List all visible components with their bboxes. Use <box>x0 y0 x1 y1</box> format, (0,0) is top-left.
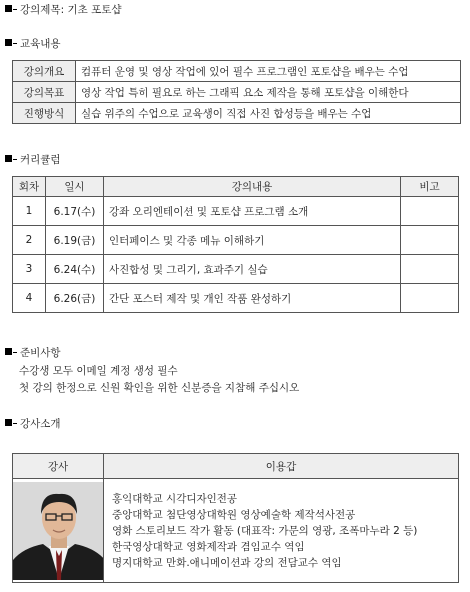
portrait-icon <box>13 482 104 580</box>
overview-heading-text: 교육내용 <box>20 38 61 50</box>
overview-text: 실습 위주의 수업으로 교육생이 직접 사진 합성등을 배우는 수업 <box>76 103 461 124</box>
instructor-table <box>12 453 459 583</box>
course-title <box>5 3 122 17</box>
prep-heading-text: 준비사항 <box>20 347 61 359</box>
table-header-row <box>13 177 459 197</box>
square-bullet-icon <box>5 419 12 426</box>
prep-line: 첫 강의 한정으로 신원 확인을 위한 신분증을 지참해 주십시오 <box>19 382 300 394</box>
prep-line: 수강생 모두 이메일 계정 생성 필수 <box>19 365 178 377</box>
bio-line: 한국영상대학교 영화제작과 겸임교수 역임 <box>112 540 305 553</box>
curriculum-heading-text: 커리큘럼 <box>20 154 61 166</box>
instructor-name: 이용갑 <box>104 454 459 479</box>
session-date: 6.17(수) <box>46 197 104 226</box>
overview-table <box>12 60 461 124</box>
prep-heading <box>5 346 61 360</box>
session-note <box>401 255 459 284</box>
session-number: 2 <box>13 226 46 255</box>
session-content: 강좌 오리엔테이션 및 포토샵 프로그램 소개 <box>104 197 401 226</box>
curriculum-table <box>12 176 459 313</box>
table-row <box>13 61 461 82</box>
session-content: 간단 포스터 제작 및 개인 작품 완성하기 <box>104 284 401 313</box>
dash-icon <box>13 9 17 10</box>
square-bullet-icon <box>5 5 12 12</box>
instructor-photo-cell <box>13 479 104 583</box>
overview-label: 강의목표 <box>13 82 76 103</box>
instructor-column-label: 강사 <box>13 454 104 479</box>
bio-line: 영화 스토리보드 작가 활동 (대표작: 가문의 영광, 조폭마누라 2 등) <box>112 524 418 537</box>
dash-icon <box>13 43 17 44</box>
table-header-row <box>13 454 459 479</box>
session-number: 1 <box>13 197 46 226</box>
instructor-photo <box>13 482 104 580</box>
overview-label: 강의개요 <box>13 61 76 82</box>
session-note <box>401 226 459 255</box>
dash-icon <box>13 423 17 424</box>
bio-line: 중앙대학교 첨단영상대학원 영상예술학 제작석사전공 <box>112 508 356 521</box>
overview-text: 컴퓨터 운영 및 영상 작업에 있어 필수 프로그램인 포토샵을 배우는 수업 <box>76 61 461 82</box>
session-content: 사진합성 및 그리기, 효과주기 실습 <box>104 255 401 284</box>
table-row <box>13 255 459 284</box>
session-number: 4 <box>13 284 46 313</box>
bio-line: 홍익대학교 시각디자인전공 <box>112 492 238 505</box>
overview-text: 영상 작업 특히 필요로 하는 그래픽 요소 제작을 통해 포토샵을 이해한다 <box>76 82 461 103</box>
instructor-heading <box>5 417 61 431</box>
curriculum-heading <box>5 153 61 167</box>
overview-label: 진행방식 <box>13 103 76 124</box>
table-row <box>13 197 459 226</box>
instructor-bio <box>104 479 459 583</box>
column-header: 강의내용 <box>104 177 401 197</box>
session-date: 6.19(금) <box>46 226 104 255</box>
table-row <box>13 226 459 255</box>
overview-heading <box>5 37 61 51</box>
dash-icon <box>13 159 17 160</box>
square-bullet-icon <box>5 39 12 46</box>
square-bullet-icon <box>5 155 12 162</box>
session-date: 6.24(수) <box>46 255 104 284</box>
session-content: 인터페이스 및 각종 메뉴 이해하기 <box>104 226 401 255</box>
column-header: 회차 <box>13 177 46 197</box>
table-row <box>13 284 459 313</box>
bio-line: 명지대학교 만화.애니메이션과 강의 전담교수 역임 <box>112 556 342 569</box>
session-number: 3 <box>13 255 46 284</box>
square-bullet-icon <box>5 348 12 355</box>
table-row <box>13 103 461 124</box>
session-note <box>401 284 459 313</box>
dash-icon <box>13 352 17 353</box>
table-row <box>13 82 461 103</box>
course-title-label: 강의제목: <box>20 4 65 16</box>
column-header: 일시 <box>46 177 104 197</box>
column-header: 비고 <box>401 177 459 197</box>
table-row <box>13 479 459 583</box>
instructor-heading-text: 강사소개 <box>20 418 61 430</box>
course-title-value: 기초 포토샵 <box>67 4 122 16</box>
session-date: 6.26(금) <box>46 284 104 313</box>
session-note <box>401 197 459 226</box>
